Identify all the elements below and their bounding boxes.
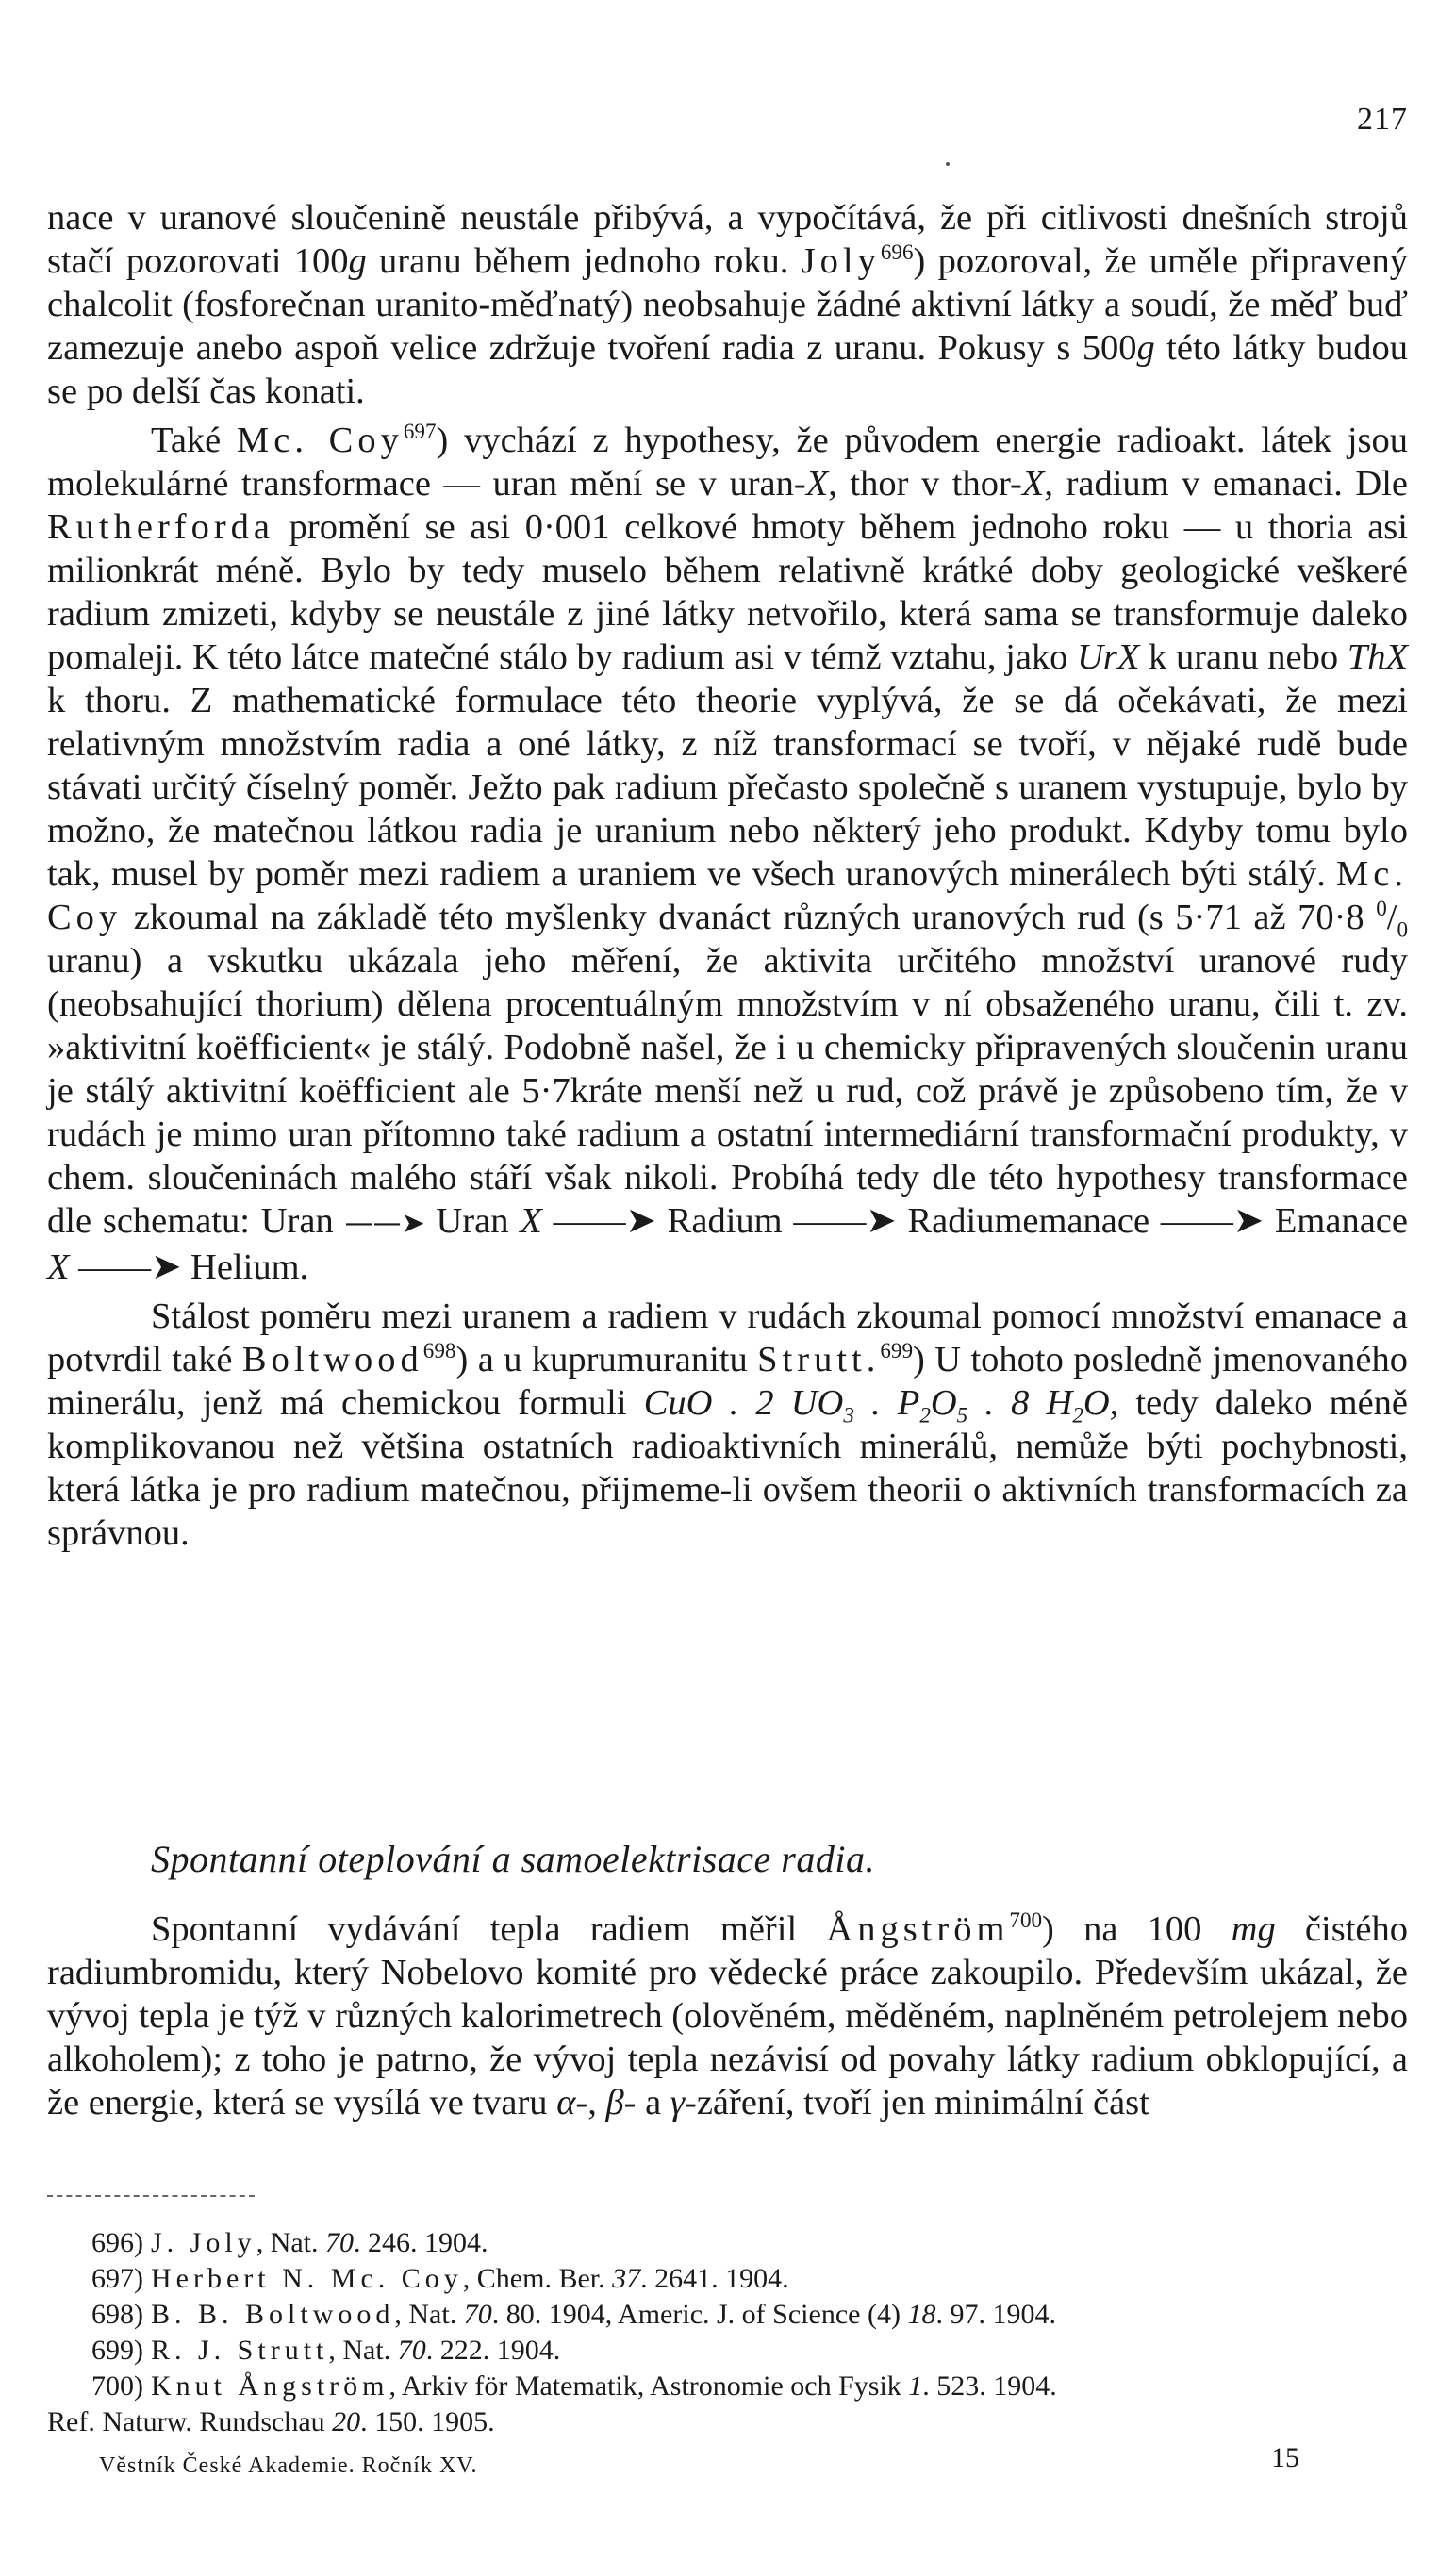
footnote-697: 697) Herbert N. Mc. Coy, Chem. Ber. 37. 2641. 1904. xyxy=(91,2263,789,2294)
author-name: Rutherforda xyxy=(47,507,275,547)
footnote-ref: 698 xyxy=(422,1338,456,1363)
footnote-700-continuation: Ref. Naturw. Rundschau 20. 150. 1905. xyxy=(47,2406,495,2437)
footnote-ref: 700 xyxy=(1009,1907,1043,1933)
author-name: Ångström xyxy=(826,1909,1010,1949)
paragraph-3: Stálost poměru mezi uranem a radiem v rudách zkoumal pomocí množství emanace a potvrdil také Boltwood$^{698}$) a u kuprumuranitu Strutt.$^{699}$) U tohoto posledně jmenovaného minerálu, jenž má chemickou formuli CuO . 2 $UO_3$ . $P_2O_5$ . 8 $H_2O$, tedy daleko méně komplikovanou než většina ostatních radioaktivních minerálů, nemůže býti pochybnosti, která látka je pro radium matečnou, přijmeme-li ovšem theorii o aktivních transformacích za správnou. xyxy=(47,1296,1409,1553)
author-name: Mc. Coy xyxy=(47,854,1408,937)
footnote-ref: 699 xyxy=(880,1338,913,1363)
footnotes xyxy=(47,2225,1408,2440)
signature-number: 15 xyxy=(1271,2442,1299,2473)
author-name: Joly xyxy=(801,241,881,281)
print-speck xyxy=(946,162,950,166)
footnote-699: 699) R. J. Strutt, Nat. 70. 222. 1904. xyxy=(91,2335,561,2366)
paragraph-1: nace v uranové sloučenině neustále přibývá, a vypočítává, že při citlivosti dnešních strojů stačí pozorovati 100g uranu během jednoho roku. Joly$^{696}$) pozoroval, že uměle připravený chalcolit (fosforečnan uranito-měďnatý) neobsahuje žádné aktivní látky a soudí, že měď buď zamezuje anebo aspoň velice zdržuje tvoření radia z uranu. Pokusy s 500g této látky budou se po delší čas konati. xyxy=(47,198,1409,411)
footnote-700: 700) Knut Ångström, Arkiv för Matematik, Astronomie och Fysik 1. 523. 1904. xyxy=(91,2370,1057,2402)
footnote-ref: 697 xyxy=(403,419,437,444)
footnote-ref: 696 xyxy=(880,239,914,265)
page-number: 217 xyxy=(1357,102,1408,137)
chemical-formula: CuO . 2 $UO_3$ . $P_2O_5$ . 8 $H_2O$ xyxy=(643,1383,1110,1428)
arrow-icon: ——➤ xyxy=(344,1207,425,1240)
author-name: Strutt. xyxy=(757,1340,881,1379)
paragraph-4: Spontanní vydávání tepla radiem měřil Ångström$^{700}$) na 100 mg čistého radiumbromidu, který Nobelovo komité pro vědecké práce zakoupilo. Především ukázal, že vývoj tepla je týž v různých kalorimetrech (olověném, měděném, naplněném petrolejem nebo alkoholem); z toho je patrno, že vývoj tepla nezávisí od povahy látky radium obklopující, a že energie, která se vysílá ve tvaru α-, β- a γ-záření, tvoří jen minimální část xyxy=(47,1907,1408,2122)
footnote-698: 698) B. B. Boltwood, Nat. 70. 80. 1904, Americ. J. of Science (4) 18. 97. 1904. xyxy=(91,2299,1056,2330)
paragraph-2: Také Mc. Coy$^{697}$) vychází z hypothesy, že původem energie radioakt. látek jsou molekulárné transformace — uran mění se v uran-X, thor v thor-X, radium v emanaci. Dle Rutherforda promění se asi 0·001 celkové hmoty během jednoho roku — u thoria asi milionkrát méně. Bylo by tedy muselo během relativně krátké doby geologické veškeré radium zmizeti, kdyby se neustále z jiné látky netvořilo, která sama se transformuje daleko pomaleji. K této látce matečné stálo by radium asi v témž vztahu, jako UrX k uranu nebo ThX k thoru. Z mathematické formulace této theorie vyplývá, že se dá očekávati, že mezi relativným množstvím radia a oné látky, z níž transformací se tvoří, v nějaké rudě bude stávati určitý číselný poměr. Ježto pak radium přečasto společně s uranem vystupuje, bylo by možno, že matečnou látkou radia je uranium nebo některý jeho produkt. Kdyby tomu bylo tak, musel by poměr mezi radiem a uraniem ve všech uranových minerálech býti stálý. Mc. Coy zkoumal na základě této myšlenky dvanáct různých uranových rud (s 5·71 až 70·8 $^0/_0$ uranu) a vskutku ukázala jeho měření, že aktivita určitého množství uranové rudy (neobsahující thorium) dělena procentuálným množstvím v ní obsaženého uranu, čili t. zv. »aktivitní koëfficient« je stálý. Podobně našel, že i u chemicky připravených sloučenin uranu je stálý aktivitní koëfficient ale 5·7kráte menší než u rud, což právě je způsobeno tím, že v rudách je mimo uran přítomno také radium a ostatní intermediární transformační produkty, v chem. sloučeninách malého stáří však nikoli. Probíhá tedy dle této hypothesy transformace dle schematu: Uran ——➤ Uran X ——➤ Radium ——➤ Radiumemanace ——➤ Emanace X ——➤ Helium. xyxy=(47,419,1408,1287)
section-text xyxy=(47,1907,1408,2124)
footnote-696: 696) J. Joly, Nat. 70. 246. 1904. xyxy=(91,2227,488,2258)
author-name: Boltwood xyxy=(241,1340,423,1379)
footnote-divider xyxy=(47,2195,255,2197)
main-text xyxy=(47,196,1408,1560)
section-heading: Spontanní oteplování a samoelektrisace radia. xyxy=(151,1838,875,1880)
author-name: Mc. Coy xyxy=(237,421,404,460)
running-footer: Věstník České Akademie. Ročník XV. xyxy=(99,2453,478,2478)
